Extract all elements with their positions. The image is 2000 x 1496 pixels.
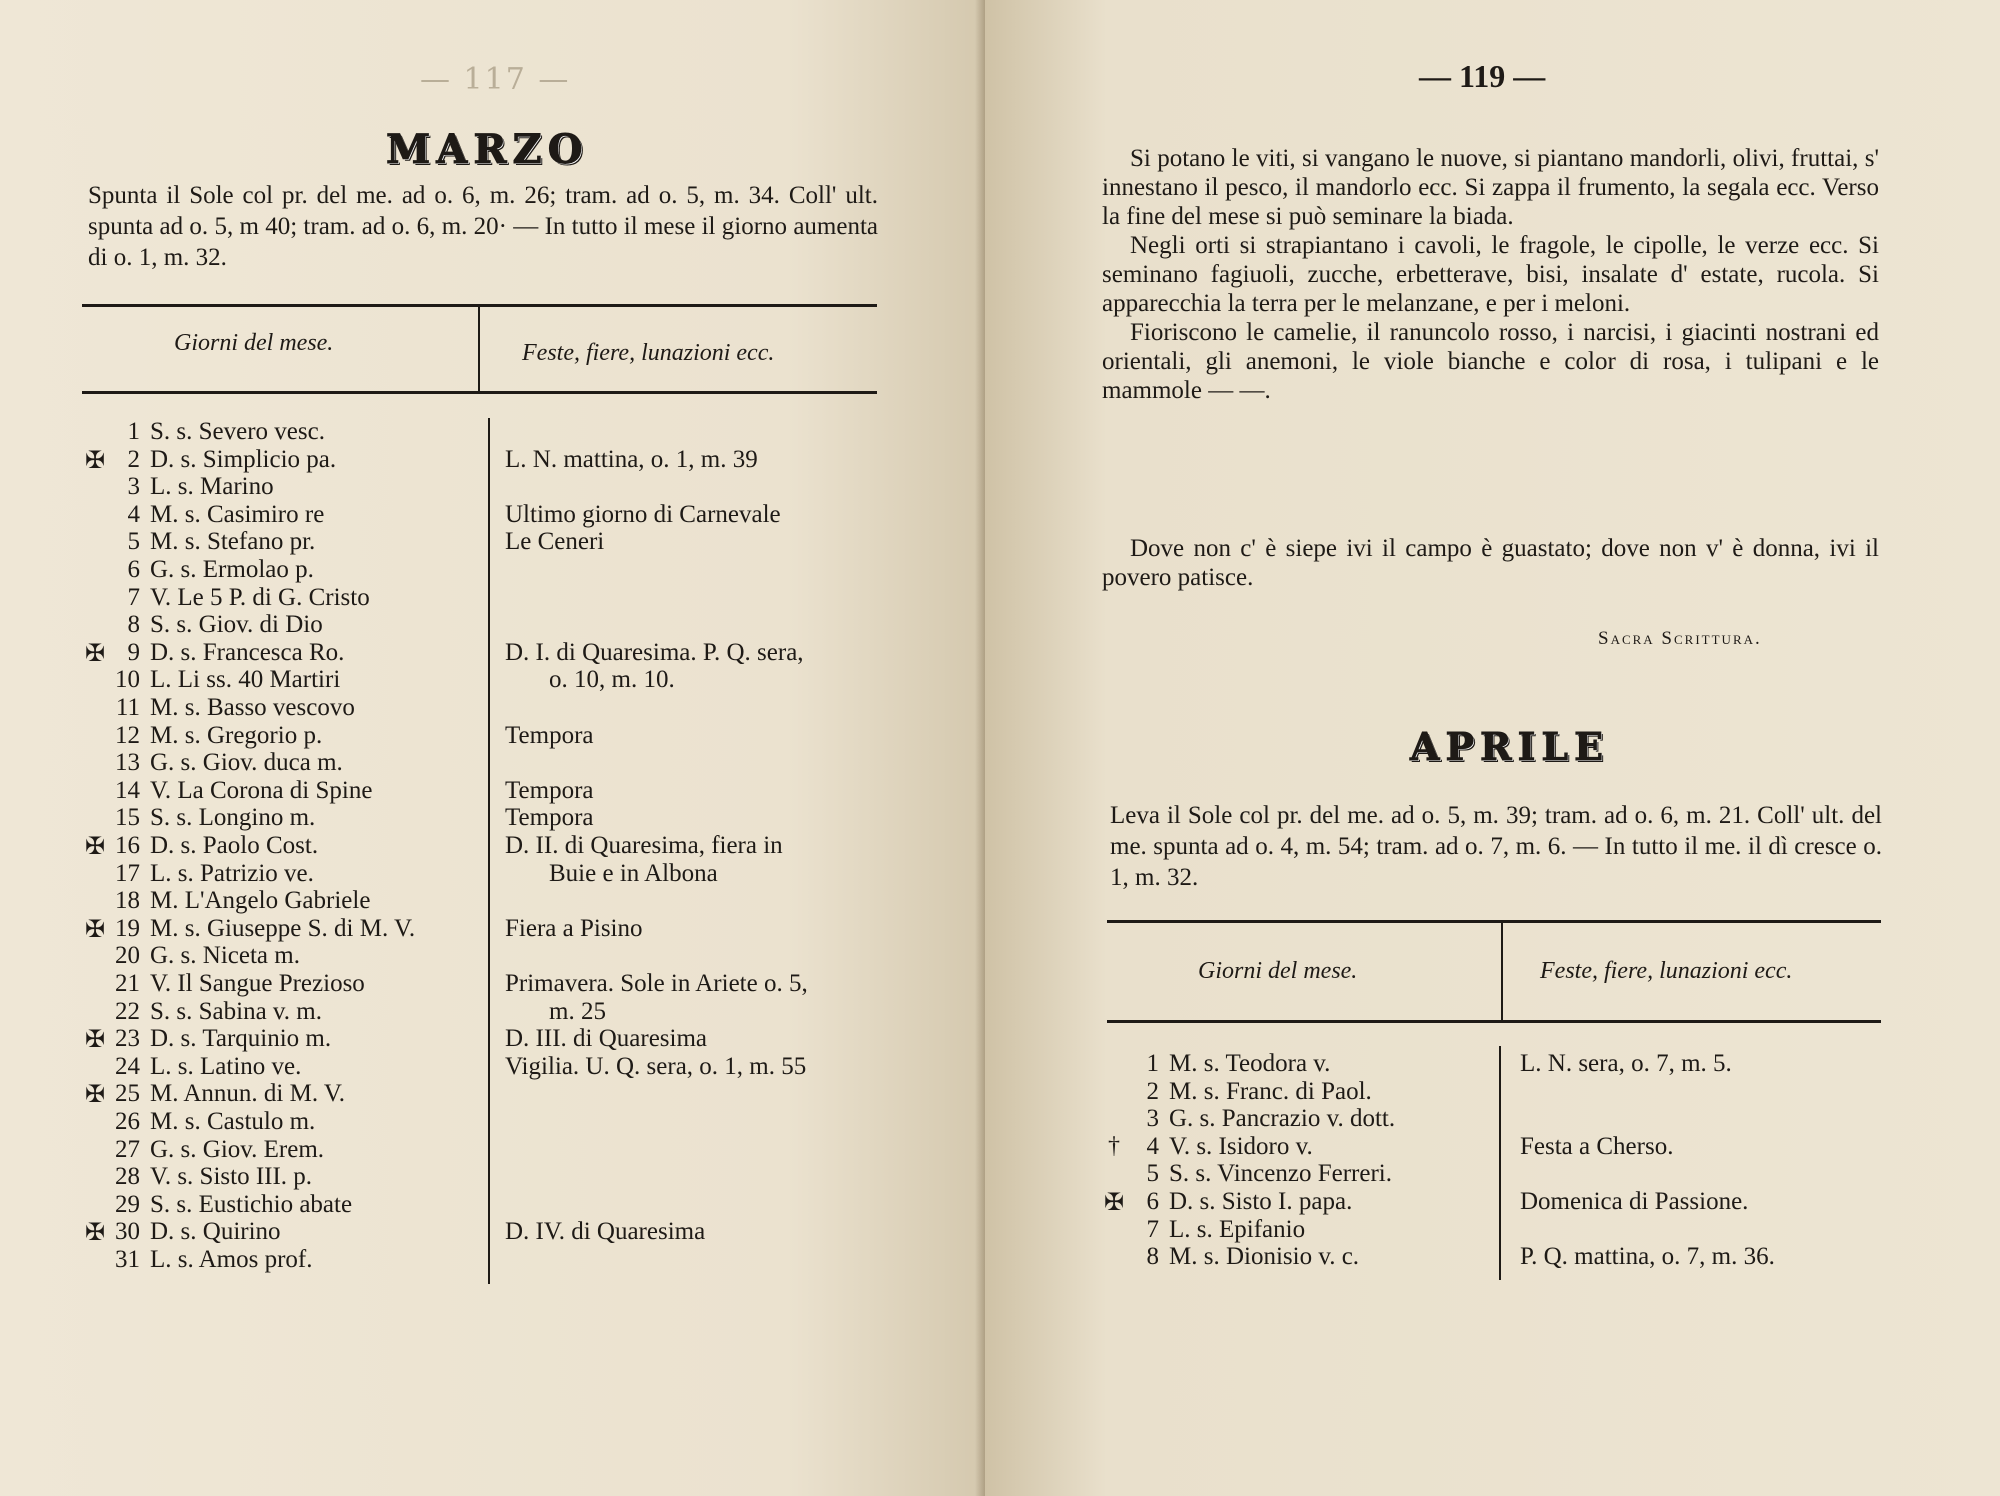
day-entry: G. s. Niceta m.: [150, 942, 300, 970]
col-head-days: Giorni del mese.: [174, 330, 334, 356]
day-entry: M. Annun. di M. V.: [150, 1080, 345, 1108]
day-number: 28: [115, 1163, 140, 1191]
day-entry: D. s. Francesca Ro.: [150, 638, 345, 666]
aprile-table-header-rule: [1107, 1020, 1881, 1023]
aprile-col-head-feasts: Feste, fiere, lunazioni ecc.: [1540, 958, 1793, 984]
day-entry: D. s. Quirino: [150, 1218, 281, 1246]
day-entry: S. s. Severo vesc.: [150, 418, 325, 445]
farming-text: [1102, 144, 1879, 405]
day-entry: G. s. Giov. Erem.: [150, 1135, 325, 1163]
left-page: [0, 0, 985, 1496]
day-entry: V. Il Sangue Prezioso: [150, 970, 365, 997]
day-number: 16: [115, 832, 140, 859]
day-number: 3: [127, 473, 140, 501]
paragraph: Si potano le viti, si vangano le nuove, si piantano mandorli, olivi, fruttai, s' innestano il pesco, il mandorlo ecc. Si zappa il frumento, la segala ecc. Verso la fine del mese si può seminare la biada.: [1102, 145, 1879, 230]
marzo-feasts-list: [505, 418, 905, 1288]
day-number: 9: [127, 638, 140, 666]
aprile-feasts-list: [1520, 1050, 1900, 1290]
feast-note: Fiera a Pisino: [505, 914, 643, 942]
day-entry: M. s. Basso vescovo: [150, 694, 355, 721]
day-entry: M. s. Stefano pr.: [150, 528, 316, 556]
feast-note: L. N. mattina, o. 1, m. 39: [505, 445, 758, 473]
aprile-intro: Leva il Sole col pr. del me. ad o. 5, m. 39; tram. ad o. 6, m. 21. Coll' ult. del me. spunta ad o. 4, m. 54; tram. ad o. 7, m. 6. — In tutto il me. il dì cresce o. 1, m. 32.: [1110, 802, 1882, 891]
aprile-body-divider: [1499, 1046, 1501, 1280]
proverb-source: Sacra Scrittura.: [1598, 628, 1762, 649]
paragraph: Negli orti si strapiantano i cavoli, le fragole, le cipolle, le verze ecc. Si seminano fagiuoli, zucche, erbetterave, bisi, insalate d' estate, rucola. Si apparecchia la terra per le melanzane, e per i meloni.: [1102, 232, 1879, 317]
day-entry: G. s. Pancrazio v. dott.: [1169, 1105, 1396, 1133]
day-number: 11: [115, 694, 140, 721]
day-entry: S. s. Longino m.: [150, 804, 316, 832]
feast-note: Le Ceneri: [505, 528, 605, 556]
day-number: 7: [127, 583, 140, 611]
day-entry: V. s. Isidoro v.: [1169, 1132, 1313, 1160]
dagger-icon: †: [1108, 1132, 1120, 1159]
day-number: 25: [115, 1080, 140, 1108]
feast-note: D. III. di Quaresima: [505, 1025, 708, 1053]
feast-note: D. II. di Quaresima, fiera in: [505, 832, 783, 859]
day-entry: L. s. Patrizio ve.: [150, 859, 314, 887]
day-entry: L. s. Amos prof.: [150, 1246, 313, 1273]
day-number: 6: [1146, 1188, 1159, 1215]
day-entry: M. s. Giuseppe S. di M. V.: [150, 914, 416, 942]
day-number: 20: [115, 942, 140, 970]
aprile-table-top-rule: [1107, 920, 1881, 923]
cross-icon: ✠: [84, 916, 106, 943]
day-entry: L. s. Latino ve.: [150, 1052, 302, 1080]
day-number: 15: [115, 804, 140, 832]
day-entry: S. s. Giov. di Dio: [150, 611, 323, 639]
day-number: 3: [1146, 1105, 1159, 1133]
marzo-days-list: [80, 418, 500, 1288]
day-number: 27: [115, 1135, 140, 1163]
day-number: 10: [115, 666, 140, 694]
cross-icon: ✠: [84, 1220, 106, 1247]
day-number: 5: [1146, 1160, 1159, 1188]
day-entry: M. s. Franc. di Paol.: [1169, 1077, 1372, 1105]
day-number: 23: [115, 1025, 140, 1053]
feast-note: Vigilia. U. Q. sera, o. 1, m. 55: [505, 1052, 807, 1080]
day-entry: M. s. Dionisio v. c.: [1169, 1243, 1360, 1271]
aprile-header-divider: [1501, 922, 1503, 1020]
day-number: 24: [115, 1052, 140, 1080]
feast-note: o. 10, m. 10.: [549, 666, 675, 694]
table-header-rule: [82, 391, 877, 394]
day-number: 29: [115, 1190, 140, 1218]
aprile-days-list: [1099, 1050, 1499, 1290]
cross-icon: ✠: [84, 1082, 106, 1109]
day-entry: S. s. Sabina v. m.: [150, 997, 322, 1025]
day-number: 12: [115, 721, 140, 749]
faded-page-number: — 117 —: [420, 62, 571, 97]
feast-note: Tempora: [505, 776, 594, 804]
feast-note: Domenica di Passione.: [1520, 1188, 1749, 1215]
day-entry: S. s. Eustichio abate: [150, 1190, 353, 1218]
day-entry: M. s. Casimiro re: [150, 500, 325, 528]
day-number: 31: [115, 1246, 140, 1273]
day-entry: L. s. Marino: [150, 473, 274, 501]
day-number: 4: [127, 500, 140, 528]
day-entry: D. s. Tarquinio m.: [150, 1025, 332, 1053]
aprile-col-head-days: Giorni del mese.: [1198, 958, 1358, 984]
col-head-feasts: Feste, fiere, lunazioni ecc.: [522, 340, 775, 366]
day-number: 21: [115, 970, 140, 997]
day-number: 2: [1146, 1077, 1159, 1105]
feast-note: Buie e in Albona: [549, 859, 718, 887]
day-number: 6: [127, 556, 140, 583]
day-entry: G. s. Giov. duca m.: [150, 749, 343, 777]
cross-icon: ✠: [84, 834, 106, 860]
feast-note: Ultimo giorno di Carnevale: [505, 500, 781, 528]
day-entry: D. s. Simplicio pa.: [150, 445, 337, 473]
feast-note: m. 25: [549, 997, 606, 1025]
day-entry: L. s. Epifanio: [1169, 1215, 1306, 1243]
day-number: 30: [115, 1218, 140, 1246]
feast-note: Tempora: [505, 804, 594, 832]
page-number: — 119 —: [1419, 58, 1546, 94]
right-page: [985, 0, 2000, 1496]
day-entry: M. s. Teodora v.: [1169, 1050, 1331, 1077]
day-number: 19: [115, 914, 140, 942]
cross-icon: ✠: [84, 1027, 106, 1054]
day-entry: V. La Corona di Spine: [150, 776, 373, 804]
feast-note: P. Q. mattina, o. 7, m. 36.: [1520, 1243, 1775, 1271]
feast-note: Festa a Cherso.: [1520, 1132, 1674, 1160]
day-number: 14: [115, 776, 140, 804]
day-entry: M. s. Castulo m.: [150, 1108, 316, 1135]
day-number: 26: [115, 1108, 140, 1135]
cross-icon: ✠: [84, 640, 106, 667]
day-entry: M. s. Gregorio p.: [150, 721, 323, 749]
day-number: 5: [127, 528, 140, 556]
day-number: 13: [115, 749, 140, 777]
header-divider: [478, 306, 480, 392]
month-title-marzo: MARZO: [386, 126, 589, 173]
day-entry: L. Li ss. 40 Martiri: [150, 666, 341, 694]
day-number: 2: [127, 445, 140, 473]
day-number: 7: [1146, 1215, 1159, 1243]
cross-icon: ✠: [1103, 1190, 1125, 1216]
day-entry: S. s. Vincenzo Ferreri.: [1169, 1160, 1392, 1188]
day-number: 18: [115, 887, 140, 915]
day-entry: D. s. Paolo Cost.: [150, 832, 319, 859]
feast-note: Primavera. Sole in Ariete o. 5,: [505, 970, 808, 997]
proverb: [1102, 534, 1879, 592]
cross-icon: ✠: [84, 447, 106, 474]
day-entry: D. s. Sisto I. papa.: [1169, 1188, 1353, 1215]
day-entry: G. s. Ermolao p.: [150, 556, 314, 583]
paragraph: Fioriscono le camelie, il ranuncolo rosso, i narcisi, i giacinti nostrani ed orientali, gli anemoni, le viole bianche e color di rosa, i tulipani e le mammole — —.: [1102, 319, 1879, 404]
proverb-text: Dove non c' è siepe ivi il campo è guastato; dove non v' è donna, ivi il povero patisce.: [1102, 535, 1879, 591]
day-entry: V. s. Sisto III. p.: [150, 1163, 313, 1191]
feast-note: L. N. sera, o. 7, m. 5.: [1520, 1050, 1732, 1077]
day-number: 4: [1146, 1132, 1159, 1160]
day-number: 22: [115, 997, 140, 1025]
day-number: 8: [127, 611, 140, 639]
feast-note: Tempora: [505, 721, 594, 749]
marzo-intro: Spunta il Sole col pr. del me. ad o. 6, m. 26; tram. ad o. 5, m. 34. Coll' ult. spunta ad o. 5, m 40; tram. ad o. 6, m. 20· — In tutto il mese il giorno aumenta di o. 1, m. 32.: [88, 182, 878, 271]
month-title-aprile: APRILE: [1410, 724, 1610, 769]
feast-note: D. IV. di Quaresima: [505, 1218, 706, 1246]
day-entry: V. Le 5 P. di G. Cristo: [150, 583, 370, 611]
day-entry: M. L'Angelo Gabriele: [150, 887, 371, 915]
day-number: 1: [127, 418, 140, 445]
day-number: 8: [1146, 1243, 1159, 1271]
day-number: 1: [1146, 1050, 1159, 1077]
day-number: 17: [115, 859, 140, 887]
feast-note: D. I. di Quaresima. P. Q. sera,: [505, 638, 804, 666]
